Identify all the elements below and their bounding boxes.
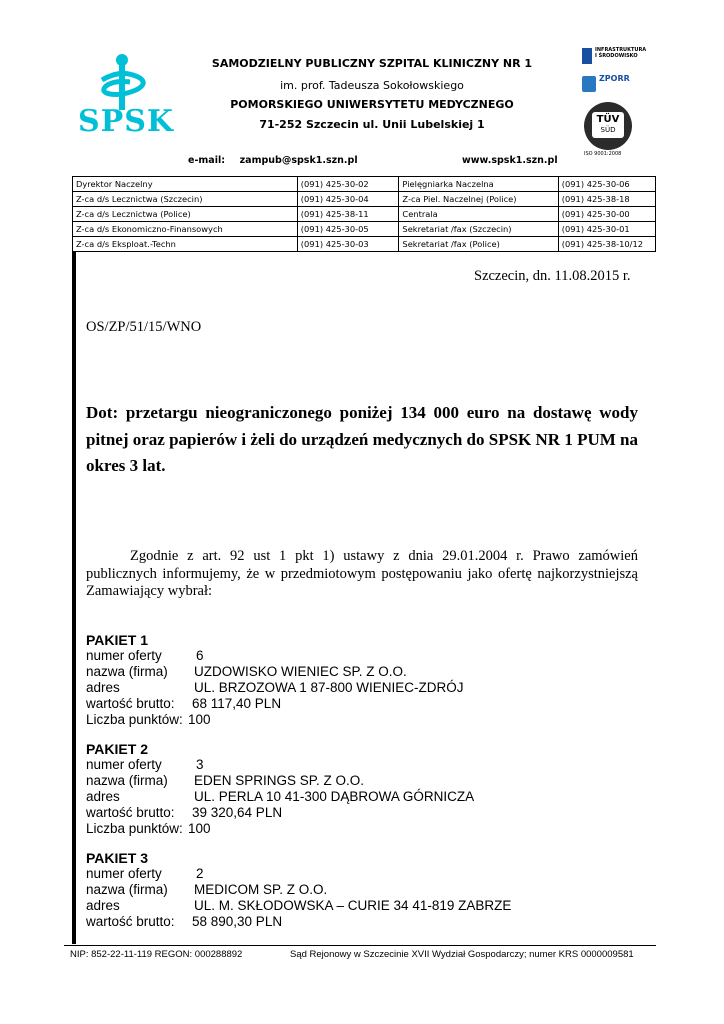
package-block [86,741,474,837]
company-value: UZDOWISKO WIENIEC SP. Z O.O. [194,664,407,679]
package-block [86,632,464,728]
logo-text: SPSK [78,104,174,139]
offer-number-label: numer oferty [86,757,162,772]
letter-body: Zgodnie z art. 92 ust 1 pkt 1) ustawy z dnia 29.01.2004 r. Prawo zamówień publicznych informujemy, że w przedmiotowym postępowaniu jako ofertę najkorzystniejszą Zamawiający wybrał: [86,548,638,599]
left-margin-rule [72,252,76,944]
university: POMORSKIEGO UNIWERSYTETU MEDYCZNEGO [230,98,514,111]
offer-number-value: 3 [196,757,204,772]
tuv-badge [584,102,632,150]
contact-phone: (091) 425-30-01 [558,222,655,237]
contact-phone: (091) 425-38-10/12 [558,237,655,252]
contact-role: Pielęgniarka Naczelna [399,177,558,192]
package-title: PAKIET 3 [86,850,148,866]
contact-phone: (091) 425-30-02 [297,177,399,192]
points-label: Liczba punktów: [86,821,183,836]
company-label: nazwa (firma) [86,773,168,788]
company-label: nazwa (firma) [86,664,168,679]
patron: im. prof. Tadeusza Sokołowskiego [280,79,464,92]
iso-label: ISO 9001:2008 [584,151,622,157]
contact-role: Z-ca d/s Eksploat.-Techn [73,237,298,252]
contact-phone: (091) 425-38-18 [558,192,655,207]
website-link[interactable]: www.spsk1.szn.pl [462,155,558,166]
offer-number-row [86,866,511,882]
contact-role: Z-ca d/s Lecznictwa (Szczecin) [73,192,298,207]
email-label: e-mail: [188,155,226,166]
zporr-logo-icon [582,76,596,92]
gross-value-value: 58 890,30 PLN [192,914,283,929]
gross-value-row [86,696,464,712]
contact-role: Centrala [399,207,558,222]
place-date: Szczecin, dn. 11.08.2015 r. [474,268,631,284]
sud-label: SÜD [600,126,616,134]
contact-phone: (091) 425-30-00 [558,207,655,222]
contact-role: Z-ca d/s Lecznictwa (Police) [73,207,298,222]
contact-role: Sekretariat /fax (Szczecin) [399,222,558,237]
tuv-label: TÜV [596,114,620,125]
infrastructure-label: INFRASTRUKTURA I ŚRODOWISKO [595,47,647,59]
contact-row [73,192,656,207]
contact-phone: (091) 425-30-06 [558,177,655,192]
contact-phone: (091) 425-38-11 [297,207,399,222]
company-label: nazwa (firma) [86,882,168,897]
points-row [86,821,474,837]
contact-row [73,177,656,192]
gross-value-row [86,805,474,821]
gross-value-value: 39 320,64 PLN [192,805,283,820]
letter-subject: Dot: przetargu nieograniczonego poniżej 134 000 euro na dostawę wody pitnej oraz papierów i żeli do urządzeń medycznych do SPSK NR 1 PUM na okres 3 lat. [86,403,638,475]
address-value: UL. M. SKŁODOWSKA – CURIE 34 41-819 ZABRZE [194,898,512,913]
contact-role: Sekretariat /fax (Police) [399,237,558,252]
address-value: UL. BRZOZOWA 1 87-800 WIENIEC-ZDRÓJ [194,680,464,695]
offer-number-value: 6 [196,648,204,663]
contact-phone: (091) 425-30-05 [297,222,399,237]
zporr-badge [582,74,646,96]
address-label: adres [86,789,120,804]
address-label: adres [86,680,120,695]
eu-flag-icon [582,48,592,64]
offer-number-row [86,648,464,664]
contact-row [73,207,656,222]
address-value: UL. PERLA 10 41-300 DĄBROWA GÓRNICZA [194,789,475,804]
email-link[interactable]: zampub@spsk1.szn.pl [239,155,358,166]
hospital-address: 71-252 Szczecin ul. Unii Lubelskiej 1 [259,118,485,131]
contacts-table [72,176,656,252]
footer-nip-regon: NIP: 852-22-11-119 REGON: 000288892 [70,949,243,960]
offer-number-label: numer oferty [86,648,162,663]
reference-number: OS/ZP/51/15/WNO [86,319,202,335]
offer-number-value: 2 [196,866,204,881]
gross-value-row [86,914,511,930]
company-row [86,773,474,789]
address-row [86,898,511,914]
company-value: EDEN SPRINGS SP. Z O.O. [194,773,365,788]
contact-phone: (091) 425-30-04 [297,192,399,207]
hospital-name: SAMODZIELNY PUBLICZNY SZPITAL KLINICZNY NR 1 [211,57,533,70]
footer-rule [64,945,656,946]
offer-number-label: numer oferty [86,866,162,881]
contact-row [73,237,656,252]
gross-value-label: wartość brutto: [86,696,175,711]
package-title: PAKIET 1 [86,632,148,648]
spsk-logo [78,50,174,142]
package-title: PAKIET 2 [86,741,148,757]
points-value: 100 [188,821,211,836]
address-row [86,789,474,805]
infrastructure-badge [582,46,646,66]
contact-phone: (091) 425-30-03 [297,237,399,252]
contact-role: Z-ca d/s Ekonomiczno-Finansowych [73,222,298,237]
zporr-label: ZPORR [599,74,630,83]
points-row [86,712,464,728]
points-label: Liczba punktów: [86,712,183,727]
company-value: MEDICOM SP. Z O.O. [194,882,328,897]
offer-number-row [86,757,474,773]
gross-value-label: wartość brutto: [86,914,175,929]
package-block [86,850,511,930]
address-label: adres [86,898,120,913]
contact-role: Z-ca Piel. Naczelnej (Police) [399,192,558,207]
company-row [86,882,511,898]
address-row [86,680,464,696]
company-row [86,664,464,680]
gross-value-label: wartość brutto: [86,805,175,820]
footer-court-krs: Sąd Rejonowy w Szczecinie XVII Wydział Gospodarczy; numer KRS 0000009581 [290,949,634,960]
gross-value-value: 68 117,40 PLN [192,696,282,711]
points-value: 100 [188,712,211,727]
contact-role: Dyrektor Naczelny [73,177,298,192]
contact-row [73,222,656,237]
